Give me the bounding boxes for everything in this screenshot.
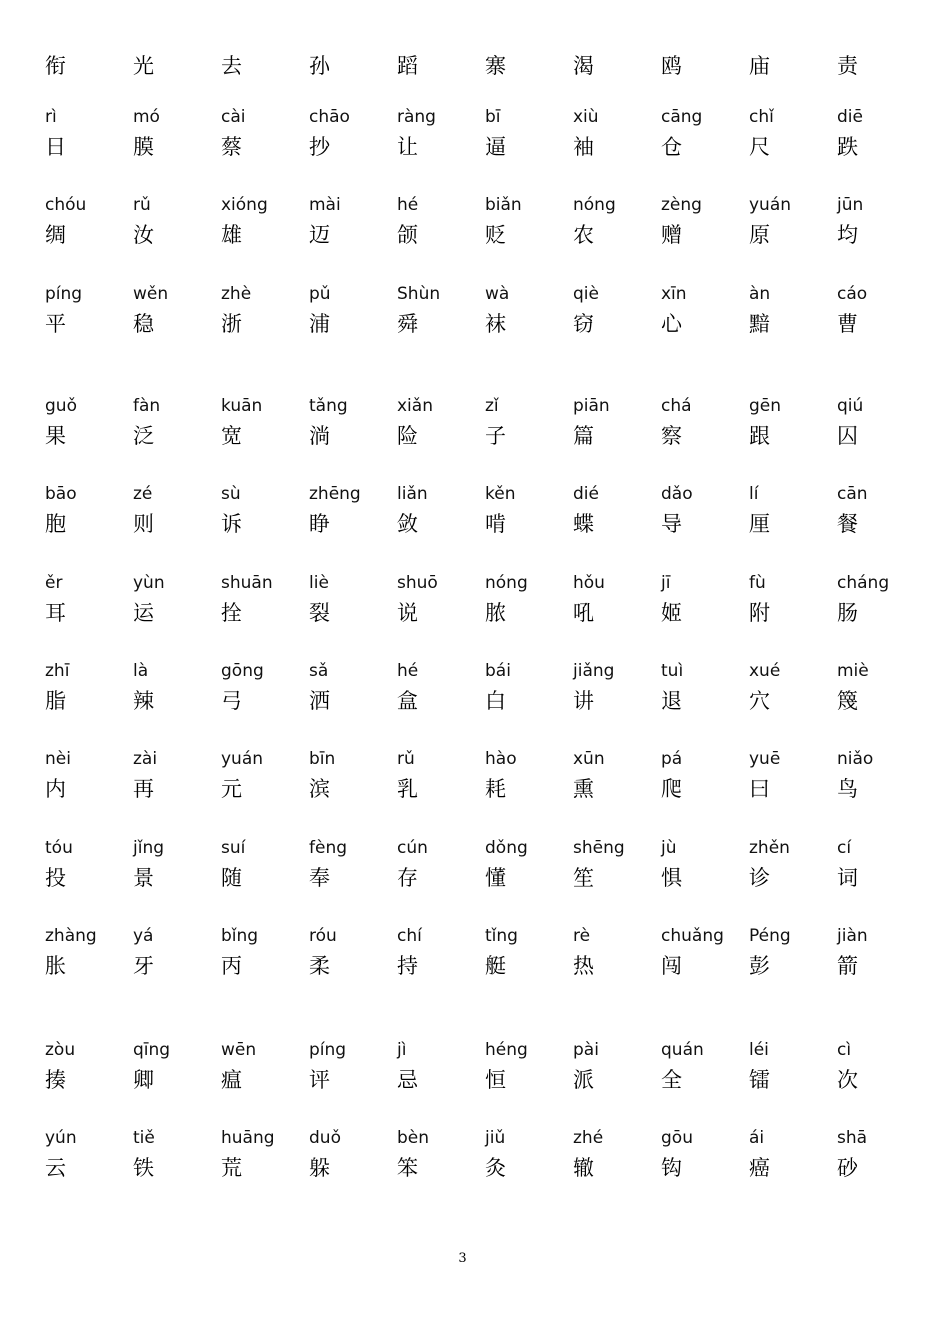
pinyin: yùn xyxy=(133,572,165,593)
pinyin: dǎo xyxy=(661,484,693,505)
pinyin: tiě xyxy=(133,1128,155,1149)
pinyin: mó xyxy=(133,107,160,127)
character: 鸥 xyxy=(661,54,682,78)
character: 餐 xyxy=(837,512,858,537)
pinyin: héng xyxy=(485,1040,528,1060)
character: 孙 xyxy=(309,54,330,78)
pinyin: cāng xyxy=(661,107,703,127)
character: 厘 xyxy=(749,512,770,537)
pinyin: guǒ xyxy=(45,396,77,416)
pinyin: sù xyxy=(221,484,241,505)
character: 存 xyxy=(397,865,418,890)
character: 导 xyxy=(661,512,682,537)
pinyin: Péng xyxy=(749,925,791,946)
pinyin: biǎn xyxy=(485,195,522,216)
character: 乳 xyxy=(397,777,418,802)
pinyin: bī xyxy=(485,107,501,127)
character: 揍 xyxy=(45,1068,66,1092)
character: 子 xyxy=(485,424,506,448)
pinyin: diē xyxy=(837,107,863,127)
character: 艇 xyxy=(485,953,506,978)
character: 内 xyxy=(45,777,66,802)
pinyin: chāo xyxy=(309,107,350,127)
pinyin: niǎo xyxy=(837,749,874,770)
pinyin: rì xyxy=(45,107,57,127)
character: 浙 xyxy=(221,311,242,336)
character: 赠 xyxy=(661,223,682,248)
pinyin: píng xyxy=(45,283,83,304)
pinyin: yá xyxy=(133,925,154,946)
character: 迈 xyxy=(309,223,330,248)
character: 姬 xyxy=(661,600,682,625)
pinyin: ràng xyxy=(397,107,436,127)
character: 果 xyxy=(45,424,66,448)
character: 去 xyxy=(221,54,242,78)
pinyin: suí xyxy=(221,837,246,858)
pinyin: cài xyxy=(221,107,246,127)
pinyin: yuē xyxy=(749,749,781,770)
pinyin: gōng xyxy=(221,660,264,681)
pinyin: ái xyxy=(749,1128,765,1149)
pinyin: rè xyxy=(573,925,591,946)
character: 袖 xyxy=(573,135,594,159)
pinyin: shā xyxy=(837,1128,868,1149)
character: 蝶 xyxy=(573,512,594,537)
character: 钩 xyxy=(661,1156,682,1181)
character: 颌 xyxy=(397,223,418,248)
pinyin: dié xyxy=(573,484,599,505)
character: 运 xyxy=(133,600,154,625)
character: 均 xyxy=(837,223,858,248)
character: 窃 xyxy=(573,311,594,336)
pinyin: jù xyxy=(661,837,677,858)
character: 衔 xyxy=(45,54,66,78)
character: 次 xyxy=(837,1068,858,1092)
pinyin: gēn xyxy=(749,396,782,416)
pinyin: chá xyxy=(661,396,692,416)
pinyin: rǔ xyxy=(133,195,151,216)
pinyin: bǐng xyxy=(221,925,259,946)
pinyin: hào xyxy=(485,749,517,770)
pinyin: zé xyxy=(133,484,153,505)
character: 耗 xyxy=(485,777,506,802)
character: 附 xyxy=(749,600,770,625)
character: 吼 xyxy=(573,600,594,625)
pinyin: lí xyxy=(749,484,759,505)
character: 弓 xyxy=(221,688,242,713)
character: 让 xyxy=(397,135,418,159)
character: 膜 xyxy=(133,135,154,159)
pinyin: pá xyxy=(661,749,683,770)
pinyin: xīn xyxy=(661,283,687,304)
pinyin: xué xyxy=(749,660,781,681)
character: 癌 xyxy=(749,1156,770,1181)
character: 惧 xyxy=(661,865,682,890)
character: 牙 xyxy=(133,953,154,978)
pinyin: zhé xyxy=(573,1128,604,1149)
character: 篾 xyxy=(837,688,858,713)
pinyin: píng xyxy=(309,1040,347,1060)
character: 柔 xyxy=(309,953,330,978)
character: 仓 xyxy=(661,135,682,159)
character: 丙 xyxy=(221,953,242,978)
character: 爬 xyxy=(661,777,682,802)
character: 箭 xyxy=(837,953,858,978)
character: 穴 xyxy=(749,688,770,713)
pinyin: shuān xyxy=(221,572,273,593)
character: 泛 xyxy=(133,424,154,448)
pinyin: cí xyxy=(837,837,852,858)
pinyin: yún xyxy=(45,1128,77,1149)
character: 持 xyxy=(397,953,418,978)
character: 评 xyxy=(309,1068,330,1092)
pinyin: wēn xyxy=(221,1040,257,1060)
character: 说 xyxy=(397,600,418,625)
character: 稳 xyxy=(133,311,154,336)
pinyin: róu xyxy=(309,925,337,946)
pinyin: zài xyxy=(133,749,158,770)
character: 全 xyxy=(661,1068,682,1092)
pinyin: qīng xyxy=(133,1040,171,1060)
character: 砂 xyxy=(837,1156,858,1181)
pinyin: bāo xyxy=(45,484,77,505)
character: 辣 xyxy=(133,688,154,713)
character: 原 xyxy=(749,223,770,248)
character: 黯 xyxy=(749,311,770,336)
character: 跟 xyxy=(749,424,770,448)
pinyin: léi xyxy=(749,1040,769,1060)
pinyin: piān xyxy=(573,396,610,416)
character: 退 xyxy=(661,688,682,713)
pinyin: shēng xyxy=(573,837,625,858)
character: 农 xyxy=(573,223,594,248)
character: 舜 xyxy=(397,311,418,336)
pinyin: zòu xyxy=(45,1040,76,1060)
pinyin: hǒu xyxy=(573,572,605,593)
character: 心 xyxy=(661,311,682,336)
character: 蔡 xyxy=(221,135,242,159)
character: 滨 xyxy=(309,777,330,802)
pinyin: àn xyxy=(749,283,771,304)
pinyin: xióng xyxy=(221,195,268,216)
character: 光 xyxy=(133,54,154,78)
pinyin: yuán xyxy=(221,749,264,770)
character: 险 xyxy=(397,424,418,448)
character: 笙 xyxy=(573,865,594,890)
character: 日 xyxy=(45,135,66,159)
pinyin: cáo xyxy=(837,283,868,304)
character: 耳 xyxy=(45,600,66,625)
pinyin: xūn xyxy=(573,749,605,770)
pinyin: jiàn xyxy=(837,925,868,946)
pinyin: rǔ xyxy=(397,749,415,770)
character: 投 xyxy=(45,865,66,890)
character: 尺 xyxy=(749,135,770,159)
character: 胀 xyxy=(45,953,66,978)
character: 鸟 xyxy=(837,777,858,802)
character: 雄 xyxy=(221,223,242,248)
character: 胞 xyxy=(45,512,66,537)
character: 贬 xyxy=(485,223,506,248)
character: 诊 xyxy=(749,865,770,890)
pinyin: jiǎng xyxy=(573,660,615,681)
character: 铁 xyxy=(133,1156,154,1181)
character: 抄 xyxy=(309,135,330,159)
pinyin: liǎn xyxy=(397,484,428,505)
character: 脓 xyxy=(485,600,506,625)
pinyin: sǎ xyxy=(309,660,329,681)
character: 则 xyxy=(133,512,154,537)
character: 拴 xyxy=(221,600,242,625)
character: 敛 xyxy=(397,512,418,537)
character: 景 xyxy=(133,865,154,890)
character: 讲 xyxy=(573,688,594,713)
character: 派 xyxy=(573,1068,594,1092)
character: 蹈 xyxy=(397,54,418,78)
pinyin: wà xyxy=(485,283,510,304)
character: 躲 xyxy=(309,1156,330,1181)
character: 宽 xyxy=(221,424,242,448)
pinyin: zǐ xyxy=(485,396,499,416)
character: 白 xyxy=(485,688,506,713)
pinyin: zhēng xyxy=(309,484,361,505)
character: 辙 xyxy=(573,1156,594,1181)
character: 庙 xyxy=(749,54,770,78)
pinyin: cháng xyxy=(837,572,890,593)
character: 平 xyxy=(45,311,66,336)
character: 奉 xyxy=(309,865,330,890)
pinyin: kěn xyxy=(485,484,516,505)
character: 洒 xyxy=(309,688,330,713)
character: 荒 xyxy=(221,1156,242,1181)
pinyin: miè xyxy=(837,660,869,681)
character: 恒 xyxy=(485,1068,506,1092)
pinyin: nóng xyxy=(485,572,528,593)
character: 曰 xyxy=(749,777,770,802)
character: 曹 xyxy=(837,311,858,336)
character: 云 xyxy=(45,1156,66,1181)
pinyin: pǔ xyxy=(309,283,331,304)
character: 瘟 xyxy=(221,1068,242,1092)
page-number: 3 xyxy=(458,1251,467,1266)
character: 裂 xyxy=(309,600,330,625)
pinyin: jī xyxy=(661,572,671,593)
pinyin: tuì xyxy=(661,660,684,681)
pinyin: xiǎn xyxy=(397,396,433,416)
pinyin: bīn xyxy=(309,749,336,770)
character: 元 xyxy=(221,777,242,802)
pinyin: zhī xyxy=(45,660,70,681)
character: 察 xyxy=(661,424,682,448)
character: 忌 xyxy=(397,1068,418,1092)
pinyin: fù xyxy=(749,572,766,593)
pinyin: cún xyxy=(397,837,428,858)
pinyin: chí xyxy=(397,925,422,946)
character: 再 xyxy=(133,777,154,802)
pinyin: fàn xyxy=(133,396,161,416)
pinyin: qiú xyxy=(837,396,864,416)
pinyin: ěr xyxy=(45,572,63,593)
pinyin: shuō xyxy=(397,572,438,593)
character: 脂 xyxy=(45,688,66,713)
pinyin: tǎng xyxy=(309,396,348,416)
pinyin: yuán xyxy=(749,195,792,216)
pinyin: pài xyxy=(573,1040,599,1060)
pinyin: xiù xyxy=(573,107,599,127)
pinyin: huāng xyxy=(221,1128,275,1149)
character: 袜 xyxy=(485,311,506,336)
pinyin: kuān xyxy=(221,396,263,416)
pinyin: zhè xyxy=(221,283,252,304)
pinyin: gōu xyxy=(661,1128,693,1149)
character: 盒 xyxy=(397,688,418,713)
character: 渴 xyxy=(573,54,594,78)
character: 篇 xyxy=(573,424,594,448)
pinyin: mài xyxy=(309,195,341,216)
pinyin: hé xyxy=(397,195,419,216)
character: 跌 xyxy=(837,135,858,159)
character: 彭 xyxy=(749,953,770,978)
pinyin: quán xyxy=(661,1040,704,1060)
pinyin: bèn xyxy=(397,1128,430,1149)
character: 寨 xyxy=(485,54,506,78)
character: 热 xyxy=(573,953,594,978)
pinyin: bái xyxy=(485,660,511,681)
pinyin: chóu xyxy=(45,195,87,216)
character: 逼 xyxy=(485,135,506,159)
character: 肠 xyxy=(837,600,858,625)
pinyin: tóu xyxy=(45,837,73,858)
character: 随 xyxy=(221,865,242,890)
character: 啃 xyxy=(485,512,506,537)
character: 绸 xyxy=(45,223,66,248)
character: 浦 xyxy=(309,311,330,336)
pinyin: chuǎng xyxy=(661,925,724,946)
pinyin: wěn xyxy=(133,283,169,304)
character: 镭 xyxy=(749,1068,770,1092)
pinyin: Shùn xyxy=(397,283,441,304)
character: 淌 xyxy=(309,424,330,448)
pinyin: qiè xyxy=(573,283,599,304)
pinyin: liè xyxy=(309,572,329,593)
character: 责 xyxy=(837,54,858,78)
pinyin: zèng xyxy=(661,195,702,216)
character: 笨 xyxy=(397,1156,418,1181)
pinyin: chǐ xyxy=(749,107,774,127)
character: 词 xyxy=(837,865,858,890)
pinyin: zhàng xyxy=(45,925,97,946)
character: 囚 xyxy=(837,424,858,448)
pinyin: cān xyxy=(837,484,868,505)
pinyin: jiǔ xyxy=(485,1128,506,1149)
pinyin: hé xyxy=(397,660,419,681)
character: 灸 xyxy=(485,1156,506,1181)
pinyin: cì xyxy=(837,1040,852,1060)
pinyin: jì xyxy=(397,1040,407,1060)
character: 熏 xyxy=(573,777,594,802)
pinyin: duǒ xyxy=(309,1128,341,1149)
pinyin: dǒng xyxy=(485,837,528,858)
pinyin: fèng xyxy=(309,837,348,858)
character: 卿 xyxy=(133,1068,154,1092)
pinyin: tǐng xyxy=(485,925,518,946)
pinyin: nóng xyxy=(573,195,616,216)
pinyin: nèi xyxy=(45,749,71,770)
character: 诉 xyxy=(221,512,242,537)
pinyin: zhěn xyxy=(749,837,790,858)
pinyin: jǐng xyxy=(133,837,165,858)
character: 汝 xyxy=(133,223,154,248)
pinyin: jūn xyxy=(837,195,864,216)
character: 睁 xyxy=(309,512,330,537)
character: 闯 xyxy=(661,953,682,978)
pinyin: là xyxy=(133,660,149,681)
character: 懂 xyxy=(485,865,506,890)
